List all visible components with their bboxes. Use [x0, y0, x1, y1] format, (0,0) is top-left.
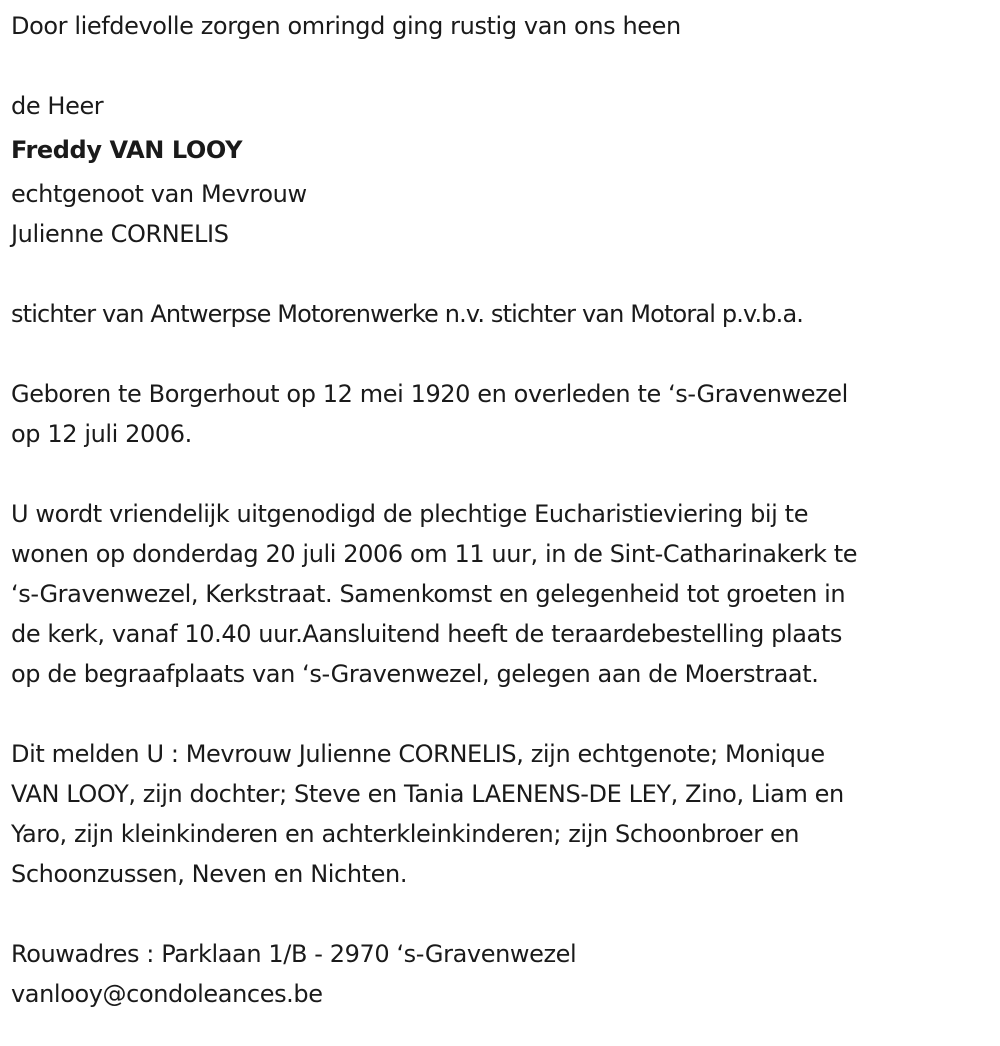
spouse-name: Julienne CORNELIS — [11, 220, 229, 248]
paragraph-line: Yaro, zijn kleinkinderen en achterkleinkinderen; zijn Schoonbroer en — [11, 820, 800, 848]
paragraph-line: op 12 juli 2006. — [11, 420, 192, 448]
ceremony-paragraph — [11, 494, 986, 694]
spacer — [11, 694, 986, 734]
spacer — [11, 894, 986, 934]
spouse-label: echtgenoot van Mevrouw — [11, 180, 307, 208]
birth-death-paragraph — [11, 374, 986, 454]
founder-text: stichter van Antwerpse Motorenwerke n.v. stichter van Motoral p.v.b.a. — [11, 300, 804, 328]
paragraph-line: Geboren te Borgerhout op 12 mei 1920 en overleden te ‘s-Gravenwezel — [11, 380, 848, 408]
paragraph-line: op de begraafplaats van ‘s-Gravenwezel, gelegen aan de Moerstraat. — [11, 660, 819, 688]
paragraph-line: VAN LOOY, zijn dochter; Steve en Tania LAENENS-DE LEY, Zino, Liam en — [11, 780, 844, 808]
intro-text: Door liefdevolle zorgen omringd ging rustig van ons heen — [11, 12, 681, 40]
paragraph-line: U wordt vriendelijk uitgenodigd de plechtige Eucharistieviering bij te — [11, 500, 809, 528]
condolence-email: vanlooy@condoleances.be — [11, 980, 323, 1008]
honorific: de Heer — [11, 92, 104, 120]
paragraph-line: de kerk, vanaf 10.40 uur.Aansluitend heeft de teraardebestelling plaats — [11, 620, 842, 648]
paragraph-line: Schoonzussen, Neven en Nichten. — [11, 860, 408, 888]
spacer — [11, 46, 986, 86]
family-paragraph — [11, 734, 986, 894]
obituary-document — [11, 6, 986, 1014]
paragraph-line: ‘s-Gravenwezel, Kerkstraat. Samenkomst en gelegenheid tot groeten in — [11, 580, 846, 608]
mourning-address: Rouwadres : Parklaan 1/B - 2970 ‘s-Gravenwezel — [11, 940, 577, 968]
spacer — [11, 454, 986, 494]
deceased-name: Freddy VAN LOOY — [11, 136, 243, 164]
paragraph-line: Dit melden U : Mevrouw Julienne CORNELIS, zijn echtgenote; Monique — [11, 740, 825, 768]
spacer — [11, 334, 986, 374]
spacer — [11, 254, 986, 294]
paragraph-line: wonen op donderdag 20 juli 2006 om 11 uur, in de Sint-Catharinakerk te — [11, 540, 858, 568]
